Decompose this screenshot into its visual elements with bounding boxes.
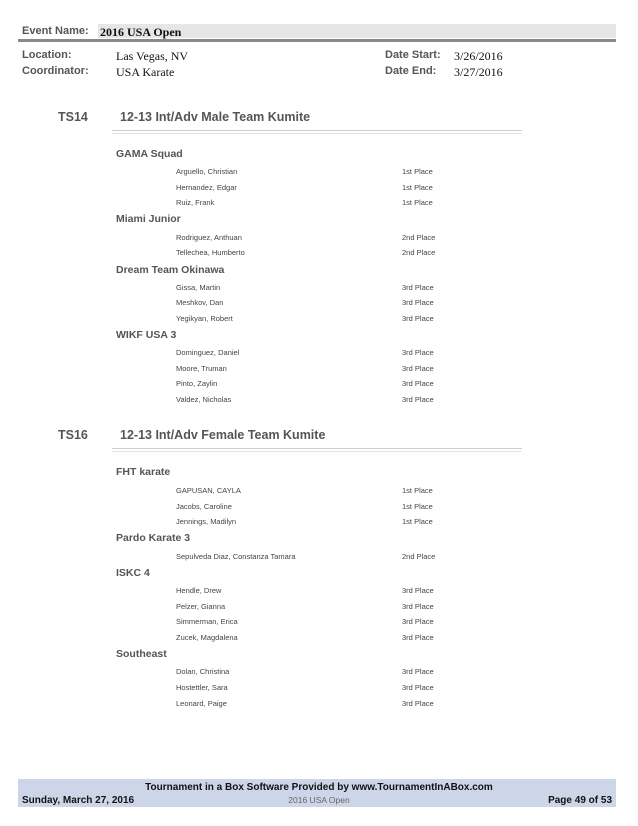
placement: 1st Place <box>402 183 433 192</box>
division-rule <box>112 133 522 134</box>
team-name: Pardo Karate 3 <box>116 532 191 544</box>
division-rule <box>112 451 522 452</box>
placement: 2nd Place <box>402 233 436 242</box>
event-name-label: Event Name: <box>22 25 89 37</box>
location-label: Location: <box>22 49 72 61</box>
placement: 3rd Place <box>402 699 434 708</box>
division-code: TS14 <box>58 110 88 124</box>
date-end-label: Date End: <box>385 65 437 77</box>
team-name: FHT karate <box>116 466 171 478</box>
division-title: 12-13 Int/Adv Male Team Kumite <box>120 110 311 124</box>
date-start-value: 3/26/2016 <box>454 49 503 63</box>
competitor-name: Yegikyan, Robert <box>176 314 233 323</box>
division-rule <box>112 448 522 449</box>
placement: 3rd Place <box>402 395 434 404</box>
location-value: Las Vegas, NV <box>116 49 189 63</box>
competitor-name: Gissa, Martin <box>176 283 221 292</box>
competitor-name: Sepulveda Diaz, Constanza Tamara <box>176 552 296 561</box>
competitor-name: Pelzer, Gianna <box>176 602 226 611</box>
placement: 3rd Place <box>402 617 434 626</box>
team-name: ISKC 4 <box>116 567 150 579</box>
competitor-name: Hernandez, Edgar <box>176 183 237 192</box>
placement: 3rd Place <box>402 348 434 357</box>
placement: 3rd Place <box>402 298 434 307</box>
competitor-name: Pinto, Zaylin <box>176 379 218 388</box>
page-number: Page 49 of 53 <box>548 795 612 806</box>
competitor-name: Moore, Truman <box>176 364 227 373</box>
competitor-name: Valdez, Nicholas <box>176 395 232 404</box>
competitor-name: Ruiz, Frank <box>176 198 215 207</box>
placement: 3rd Place <box>402 586 434 595</box>
competitor-name: Hostettler, Sara <box>176 683 228 692</box>
competitor-name: Jennings, Madilyn <box>176 517 237 526</box>
event-name-value: 2016 USA Open <box>100 25 182 39</box>
division-code: TS16 <box>58 428 88 442</box>
placement: 1st Place <box>402 167 433 176</box>
team-name: GAMA Squad <box>116 148 183 160</box>
placement: 1st Place <box>402 486 433 495</box>
placement: 3rd Place <box>402 602 434 611</box>
placement: 2nd Place <box>402 248 436 257</box>
footer-event-name: 2016 USA Open <box>288 795 350 805</box>
placement: 1st Place <box>402 198 433 207</box>
competitor-name: Hendle, Drew <box>176 586 222 595</box>
competitor-name: Jacobs, Caroline <box>176 502 232 511</box>
header-rule <box>18 39 616 42</box>
coordinator-value: USA Karate <box>116 65 175 79</box>
date-start-label: Date Start: <box>385 49 441 61</box>
placement: 3rd Place <box>402 314 434 323</box>
competitor-name: Rodriguez, Anthuan <box>176 233 242 242</box>
placement: 3rd Place <box>402 379 434 388</box>
competitor-name: Dominguez, Daniel <box>176 348 240 357</box>
coordinator-label: Coordinator: <box>22 65 89 77</box>
team-name: WIKF USA 3 <box>116 329 177 341</box>
competitor-name: Tellechea, Humberto <box>176 248 245 257</box>
placement: 1st Place <box>402 502 433 511</box>
division-rule <box>112 130 522 131</box>
competitor-name: Simmerman, Erica <box>176 617 238 626</box>
placement: 3rd Place <box>402 667 434 676</box>
placement: 3rd Place <box>402 283 434 292</box>
placement: 3rd Place <box>402 683 434 692</box>
footer-credit: Tournament in a Box Software Provided by www.TournamentInABox.com <box>145 782 493 793</box>
placement: 3rd Place <box>402 364 434 373</box>
team-name: Miami Junior <box>116 213 181 225</box>
team-name: Dream Team Okinawa <box>116 264 225 276</box>
team-name: Southeast <box>116 648 167 660</box>
placement: 2nd Place <box>402 552 436 561</box>
footer-date: Sunday, March 27, 2016 <box>22 795 135 806</box>
competitor-name: Arguello, Christian <box>176 167 238 176</box>
placement: 3rd Place <box>402 633 434 642</box>
competitor-name: Dolan, Christina <box>176 667 230 676</box>
date-end-value: 3/27/2016 <box>454 65 503 79</box>
division-title: 12-13 Int/Adv Female Team Kumite <box>120 428 326 442</box>
competitor-name: Zucek, Magdalena <box>176 633 238 642</box>
competitor-name: Meshkov, Dan <box>176 298 224 307</box>
competitor-name: Leonard, Paige <box>176 699 227 708</box>
placement: 1st Place <box>402 517 433 526</box>
competitor-name: GAPUSAN, CAYLA <box>176 486 241 495</box>
